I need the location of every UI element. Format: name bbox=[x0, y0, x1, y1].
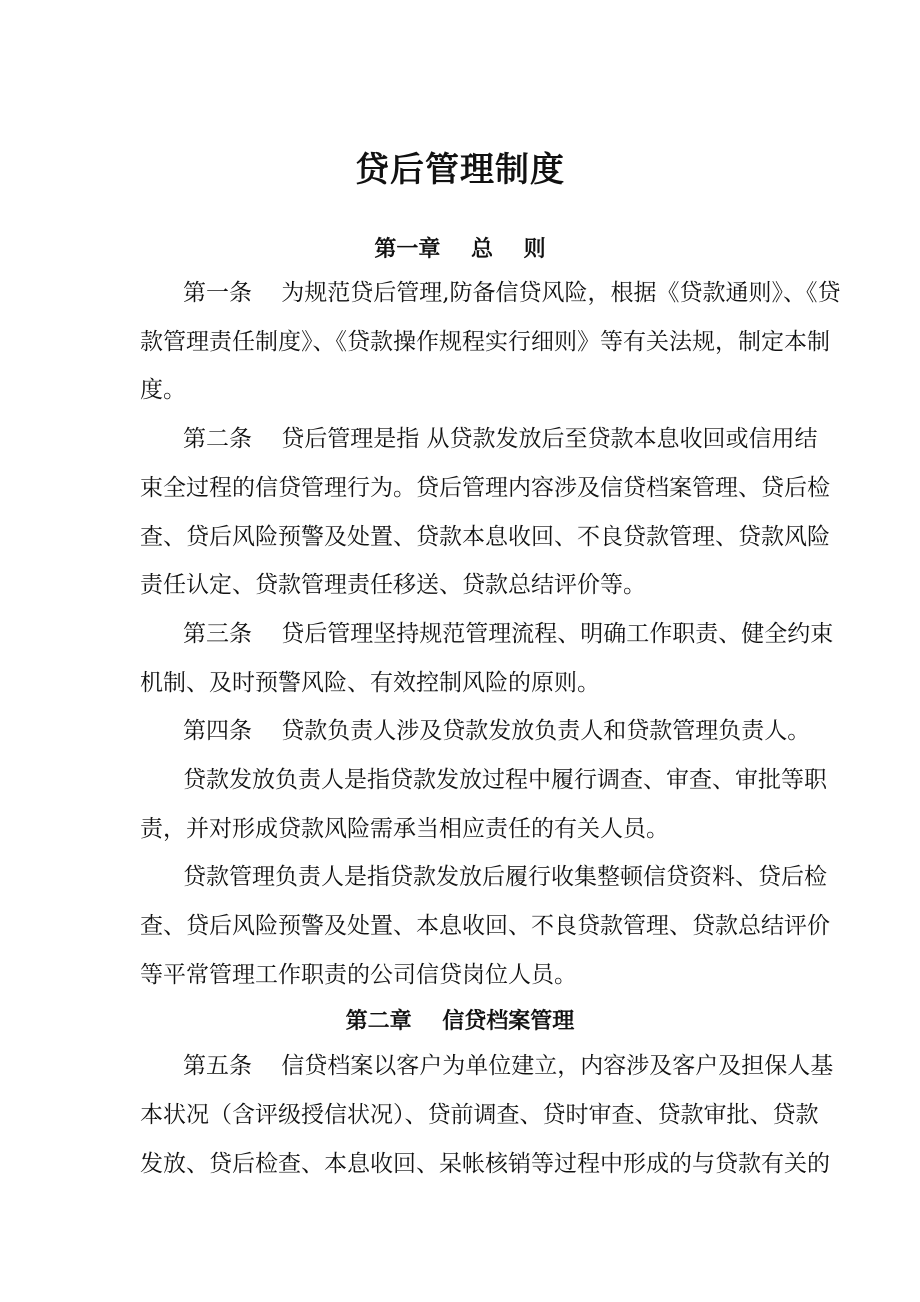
text-line: 等平常管理工作职责的公司信贷岗位人员。 bbox=[140, 962, 577, 988]
text-line: 本状况（含评级授信状况）、贷前调查、贷时审查、贷款审批、贷款 bbox=[140, 1102, 819, 1128]
text-line: 贷款发放负责人是指贷款发放过程中履行调查、审查、审批等职 bbox=[183, 767, 827, 793]
text-line: 束全过程的信贷管理行为。贷后管理内容涉及信贷档案管理、贷后检 bbox=[140, 475, 830, 501]
chapter-1-heading: 第一章 总 则 bbox=[374, 236, 546, 262]
text-line: 责任认定、贷款管理责任移送、贷款总结评价等。 bbox=[140, 572, 646, 598]
text-line: 第二条 贷后管理是指 从贷款发放后至贷款本息收回或信用结 bbox=[183, 426, 818, 452]
text-line: 第三条 贷后管理坚持规范管理流程、明确工作职责、健全约束 bbox=[183, 621, 834, 647]
text-line: 查、贷后风险预警及处置、本息收回、不良贷款管理、贷款总结评价 bbox=[140, 913, 830, 939]
text-line: 查、贷后风险预警及处置、贷款本息收回、不良贷款管理、贷款风险 bbox=[140, 524, 830, 550]
text-line: 第一条 为规范贷后管理,防备信贷风险，根据《贷款通则》、《贷 bbox=[183, 280, 841, 306]
text-line: 责，并对形成贷款风险需承当相应责任的有关人员。 bbox=[140, 816, 669, 842]
document-title: 贷后管理制度 bbox=[355, 150, 565, 190]
text-line: 发放、贷后检查、本息收回、呆帐核销等过程中形成的与贷款有关的 bbox=[140, 1151, 830, 1177]
text-line: 度。 bbox=[140, 377, 186, 403]
chapter-2-heading: 第二章 信贷档案管理 bbox=[345, 1008, 575, 1034]
text-line: 第四条 贷款负责人涉及贷款发放负责人和贷款管理负责人。 bbox=[183, 718, 811, 744]
text-line: 贷款管理负责人是指贷款发放后履行收集整顿信贷资料、贷后检 bbox=[183, 864, 827, 890]
text-line: 机制、及时预警风险、有效控制风险的原则。 bbox=[140, 670, 600, 696]
text-line: 第五条 信贷档案以客户为单位建立，内容涉及客户及担保人基 bbox=[183, 1053, 834, 1079]
text-line: 款管理责任制度》、《贷款操作规程实行细则》等有关法规，制定本制 bbox=[140, 329, 830, 355]
